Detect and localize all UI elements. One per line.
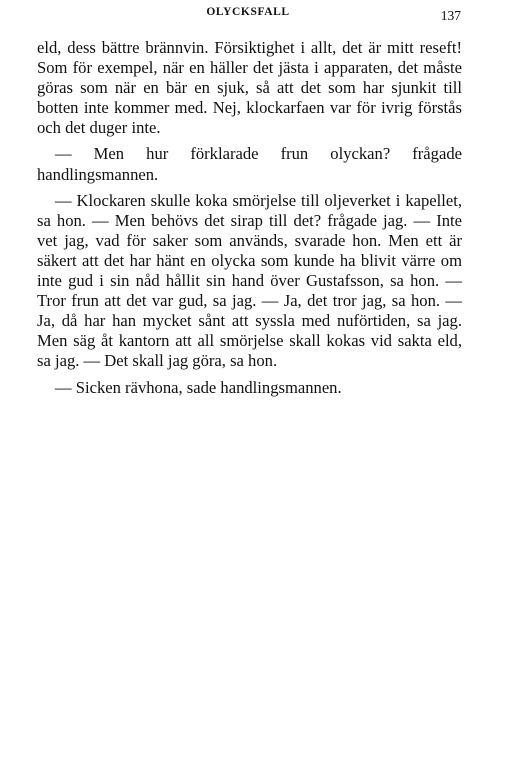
chapter-title: OLYCKSFALL: [206, 6, 290, 18]
paragraph-dialogue: — Sicken rävhona, sade handlingsmannen.: [55, 377, 342, 397]
paragraph-continuation: eld, dess bättre brännvin. Försiktighet i allt, det är mitt reseft! Som för exempel, när en häller det jästa i apparaten, det måste göras som när en bär en sjuk, så att det som har sjunkit till botten inte kommer med. Nej, klockarfaen var för ivrig förstås och det duger inte.: [37, 38, 462, 138]
running-head: [40, 6, 460, 28]
page-number: 137: [440, 8, 461, 23]
paragraph-dialogue: — Men hur förklarade frun olyckan? frågade handlingsmannen.: [37, 144, 462, 184]
paragraph-dialogue: — Klockaren skulle koka smörjelse till oljeverket i kapellet, sa hon. — Men behövs det sirap till det? frågade jag. — Inte vet jag, vad för saker som används, svarade hon. Men ett är säkert att det har hänt en olycka som kunde ha blivit värre om inte gud i sin nåd hållit sin hand över Gustafsson, sa hon. — Tror frun att det var gud, sa jag. — Ja, det tror jag, sa hon. — Ja, då har han mycket sånt att syssla med nuförtiden, sa jag. Men säg åt kantorn att all smörjelse skall kokas vid sakta eld, sa jag. — Det skall jag göra, sa hon.: [37, 190, 462, 371]
body-text: [37, 38, 462, 398]
